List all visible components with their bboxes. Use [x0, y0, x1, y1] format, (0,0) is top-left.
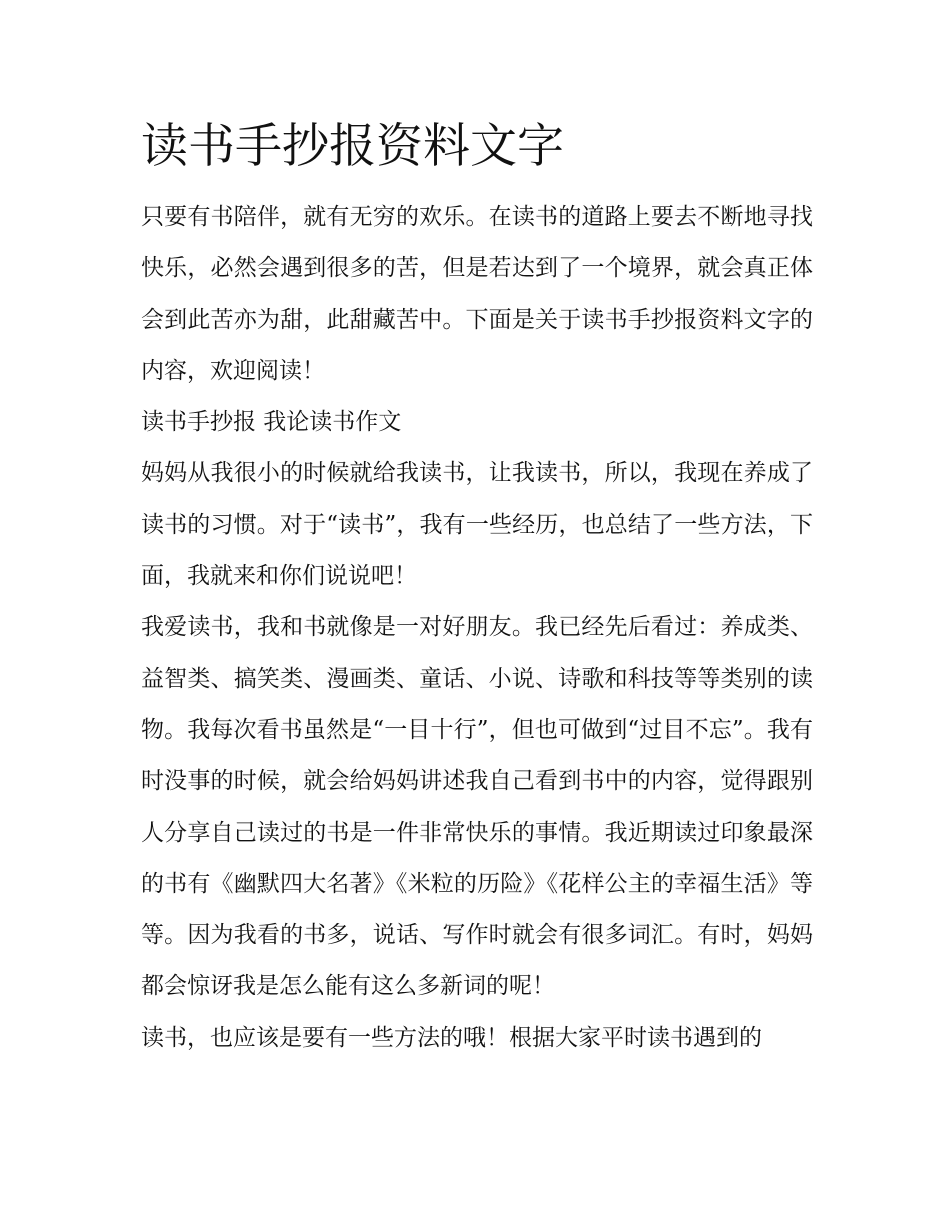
intro-paragraph: 只要有书陪伴，就有无穷的欢乐。在读书的道路上要去不断地寻找快乐，必然会遇到很多的苦，但是若达到了一个境界，就会真正体会到此苦亦为甜，此甜藏苦中。下面是关于读书手抄报资料文字的内容，欢迎阅读！: [141, 204, 813, 384]
body-paragraph-1: 妈妈从我很小的时候就给我读书，让我读书，所以，我现在养成了读书的习惯。对于“读书”，我有一些经历，也总结了一些方法，下面，我就来和你们说说吧！: [141, 460, 813, 590]
body-paragraph-3: 读书，也应该是要有一些方法的哦！根据大家平时读书遇到的: [141, 1024, 762, 1051]
document-title: 读书手抄报资料文字: [141, 119, 564, 174]
document-page: [141, 112, 813, 1064]
section-heading: 读书手抄报 我论读书作文: [141, 409, 402, 436]
body-paragraph-2: 我爱读书，我和书就像是一对好朋友。我已经先后看过：养成类、益智类、搞笑类、漫画类、童话、小说、诗歌和科技等等类别的读物。我每次看书虽然是“一目十行”，但也可做到“过目不忘”。我有时没事的时候，就会给妈妈讲述我自己看到书中的内容，觉得跟别人分享自己读过的书是一件非常快乐的事情。我近期读过印象最深的书有《幽默四大名著》《米粒的历险》《花样公主的幸福生活》等等。因为我看的书多，说话、写作时就会有很多词汇。有时，妈妈都会惊讶我是怎么能有这么多新词的呢！: [141, 614, 813, 1000]
